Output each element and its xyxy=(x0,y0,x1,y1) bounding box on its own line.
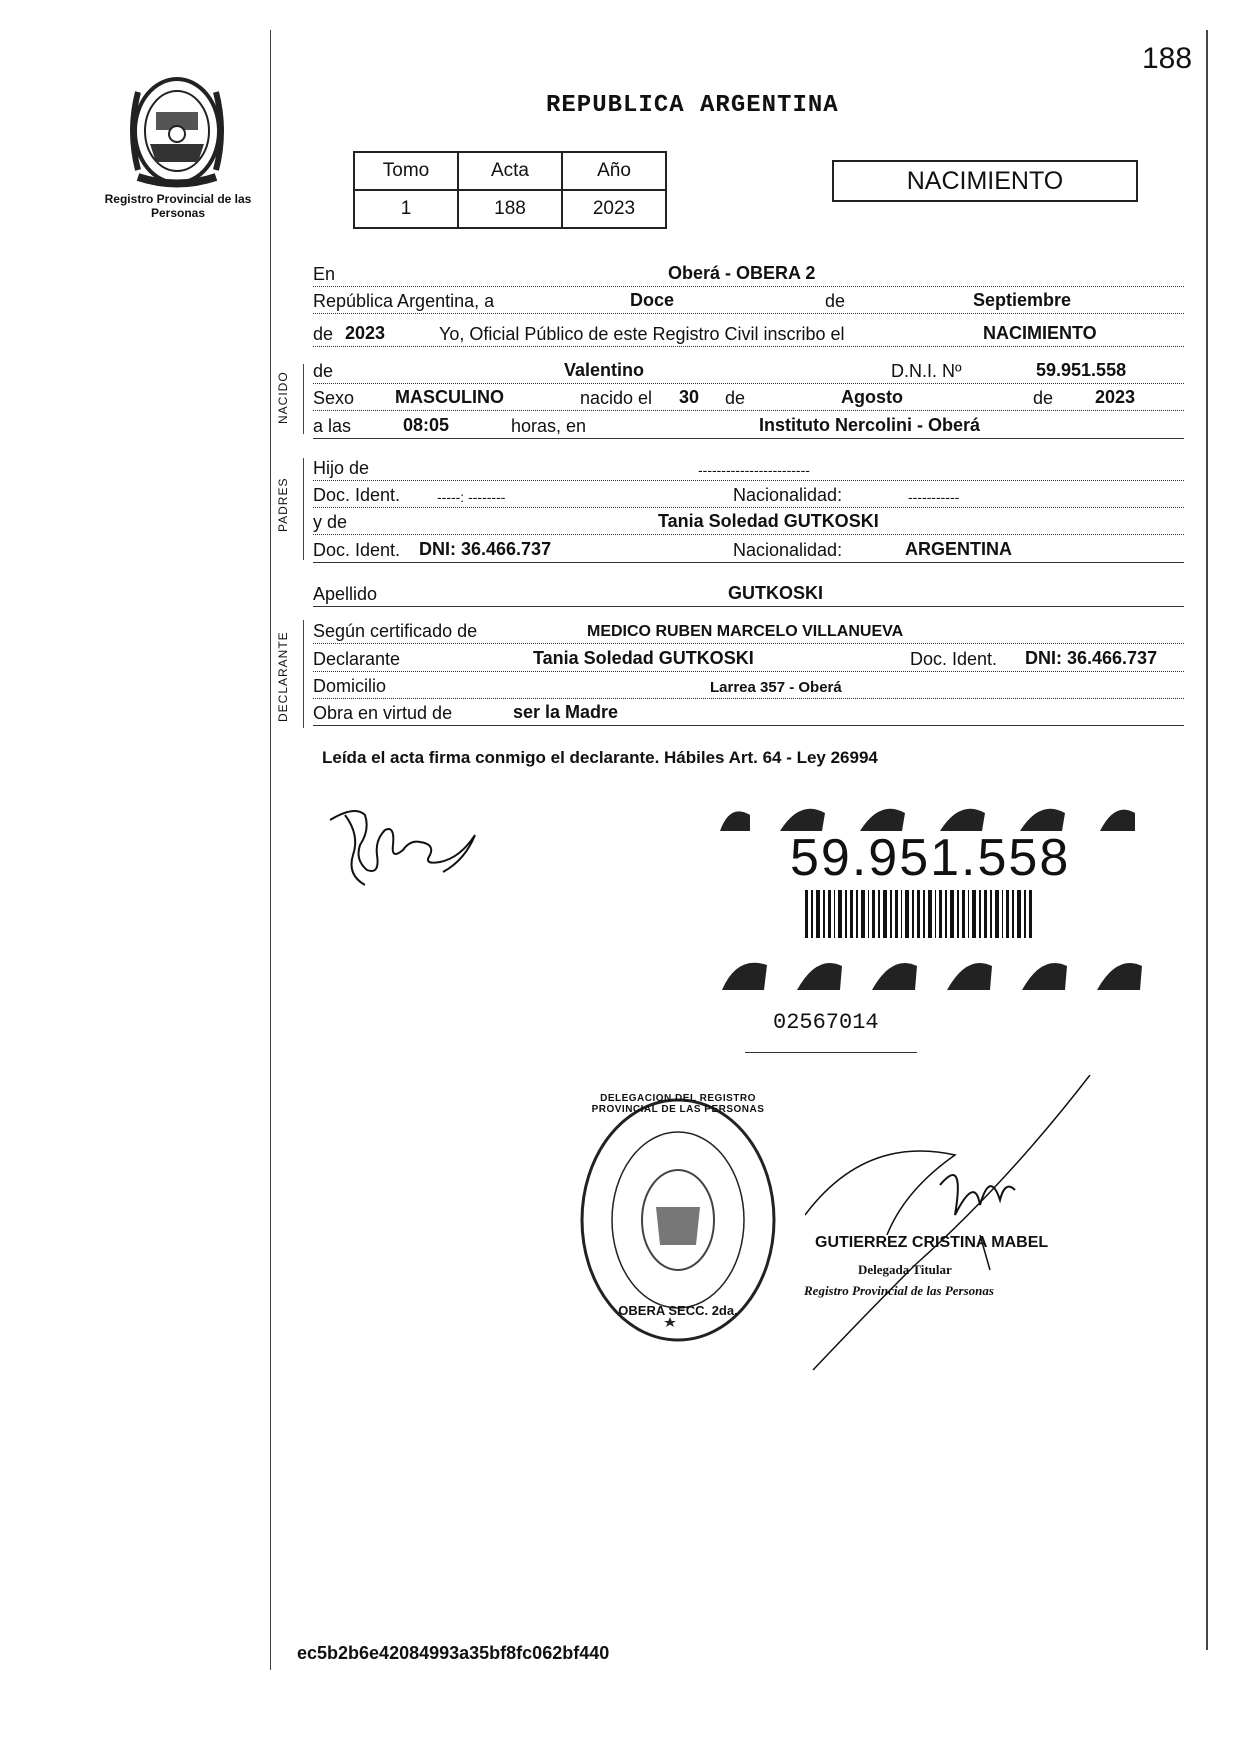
domicilio-value: Larrea 357 - Oberá xyxy=(710,679,842,696)
segun-label: Según certificado de xyxy=(313,621,480,642)
dni-stamp-number: 59.951.558 xyxy=(790,829,1071,887)
row-nombre xyxy=(313,359,1184,384)
nombre-value: Valentino xyxy=(564,360,645,380)
serial-number: 02567014 xyxy=(773,1010,879,1035)
official-signature xyxy=(805,1075,1125,1390)
nombre-label: de xyxy=(313,361,336,382)
official-name: GUTIERREZ CRISTINA MABEL xyxy=(815,1234,1049,1251)
nac-mes-value: Agosto xyxy=(841,387,903,407)
official-seal xyxy=(578,1095,778,1345)
inscribo-label: Yo, Oficial Público de este Registro Civil inscribo el xyxy=(439,324,848,345)
acta-value: 188 xyxy=(458,190,562,228)
madre-value: Tania Soledad GUTKOSKI xyxy=(658,511,879,531)
misiones-emblem xyxy=(118,72,236,190)
obra-label: Obra en virtud de xyxy=(313,703,455,724)
padre-nac-label: Nacionalidad: xyxy=(733,485,845,506)
anio-value: 2023 xyxy=(345,323,386,343)
registry-name: Registro Provincial de las Personas xyxy=(104,192,252,220)
sexo-value: MASCULINO xyxy=(395,387,504,407)
madre-nac-value: ARGENTINA xyxy=(905,539,1012,559)
padre-doc-value: -----: -------- xyxy=(437,489,506,505)
page-number: 188 xyxy=(1142,42,1193,75)
row-certificado xyxy=(313,619,1184,644)
decl-doc-value: DNI: 36.466.737 xyxy=(1025,648,1158,668)
record-table xyxy=(353,151,667,229)
serial-underline xyxy=(745,1052,917,1053)
left-margin-line xyxy=(270,30,271,1670)
a-las-label: a las xyxy=(313,416,354,437)
nacido-section-label: NACIDO xyxy=(276,371,290,424)
padre-value: ------------------------ xyxy=(698,462,810,478)
row-hijo xyxy=(313,456,1184,481)
barcode xyxy=(805,890,1035,938)
nac-dia-value: 30 xyxy=(679,387,700,407)
apellido-value: GUTKOSKI xyxy=(728,583,824,603)
hijo-label: Hijo de xyxy=(313,458,372,479)
dni-stamp-pattern-top xyxy=(710,795,1160,831)
inscribo-value: NACIMIENTO xyxy=(983,323,1097,343)
ano-header: Año xyxy=(562,152,666,190)
apellido-label: Apellido xyxy=(313,584,380,605)
row-apellido xyxy=(313,582,1184,607)
sexo-label: Sexo xyxy=(313,388,357,409)
row-inscribo xyxy=(313,322,1184,347)
domicilio-label: Domicilio xyxy=(313,676,389,697)
document-hash: ec5b2b6e42084993a35bf8fc062bf440 xyxy=(297,1643,610,1663)
madre-doc-value: DNI: 36.466.737 xyxy=(419,539,552,559)
nacido-bracket xyxy=(303,364,304,434)
acta-header: Acta xyxy=(458,152,562,190)
dni-stamp-pattern-bottom xyxy=(722,950,1172,990)
seal-ring-text: DELEGACION DEL REGISTRO PROVINCIAL DE LAS PERSONAS xyxy=(591,1093,765,1115)
row-sexo xyxy=(313,386,1184,411)
declarante-bracket xyxy=(303,620,304,728)
tomo-header: Tomo xyxy=(354,152,458,190)
row-hora xyxy=(313,414,1184,439)
right-margin-line xyxy=(1206,30,1208,1650)
declarant-signature xyxy=(325,800,485,895)
declarante-value: Tania Soledad GUTKOSKI xyxy=(533,648,754,668)
row-madre xyxy=(313,510,1184,535)
hora-value: 08:05 xyxy=(403,415,450,435)
republica-label: República Argentina, a xyxy=(313,291,497,312)
row-obra xyxy=(313,701,1184,726)
official-role: Delegada Titular xyxy=(858,1262,952,1277)
declarante-label: Declarante xyxy=(313,649,403,670)
nac-de-label: de xyxy=(725,388,748,409)
mes-value: Septiembre xyxy=(973,290,1072,310)
tomo-value: 1 xyxy=(354,190,458,228)
official-org: Registro Provincial de las Personas xyxy=(804,1283,994,1298)
padre-nac-value: ----------- xyxy=(908,489,960,505)
padres-section-label: PADRES xyxy=(276,477,290,532)
seal-bottom-text: OBERA SECC. 2da. xyxy=(618,1303,738,1318)
row-republica xyxy=(313,289,1184,314)
de-label: de xyxy=(825,291,848,312)
de2-label: de xyxy=(313,324,336,345)
row-declarante xyxy=(313,647,1184,672)
row-en xyxy=(313,262,1184,287)
en-label: En xyxy=(313,264,338,285)
obra-value: ser la Madre xyxy=(513,702,619,722)
en-value: Oberá - OBERA 2 xyxy=(668,263,816,283)
nac-de2-label: de xyxy=(1033,388,1056,409)
madre-doc-label: Doc. Ident. xyxy=(313,540,403,561)
ano-value: 2023 xyxy=(562,190,666,228)
y-de-label: y de xyxy=(313,512,350,533)
nacido-el-label: nacido el xyxy=(580,388,655,409)
certificado-value: MEDICO RUBEN MARCELO VILLANUEVA xyxy=(587,623,904,640)
page-title: REPUBLICA ARGENTINA xyxy=(546,92,839,119)
dia-value: Doce xyxy=(630,290,675,310)
nac-anio-value: 2023 xyxy=(1095,387,1136,407)
padres-bracket xyxy=(303,458,304,560)
row-madre-doc xyxy=(313,538,1184,563)
padre-doc-label: Doc. Ident. xyxy=(313,485,403,506)
dni-label: D.N.I. Nº xyxy=(891,361,965,382)
row-padre-doc xyxy=(313,483,1184,508)
madre-nac-label: Nacionalidad: xyxy=(733,540,845,561)
lugar-value: Instituto Nercolini - Oberá xyxy=(759,415,981,435)
dni-value: 59.951.558 xyxy=(1036,360,1127,380)
legal-text: Leída el acta firma conmigo el declarante. Hábiles Art. 64 - Ley 26994 xyxy=(322,748,878,767)
record-type-box: NACIMIENTO xyxy=(832,160,1138,202)
horas-label: horas, en xyxy=(511,416,589,437)
declarante-section-label: DECLARANTE xyxy=(276,631,290,722)
decl-doc-label: Doc. Ident. xyxy=(910,649,1000,670)
row-domicilio xyxy=(313,674,1184,699)
